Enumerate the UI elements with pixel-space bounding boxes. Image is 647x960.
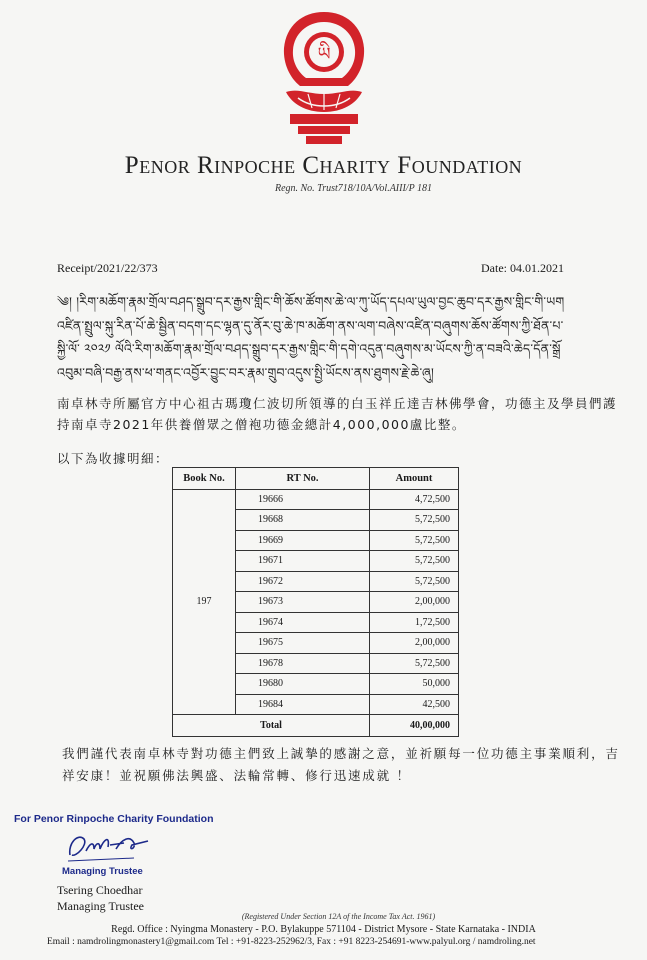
rt-cell: 19680 [236, 674, 370, 695]
rt-cell: 19684 [236, 694, 370, 715]
signer-title: Managing Trustee [57, 899, 144, 913]
rt-cell: 19674 [236, 612, 370, 633]
closing-paragraph: 我們謹代表南卓林寺對功德主們致上誠摯的感謝之意，並祈願每一位功德主事業順利，吉祥安康！並祝願佛法興盛、法輪常轉、修行迅速成就 ！ [62, 746, 620, 783]
footer-registration-note: (Registered Under Section 12A of the Income Tax Act. 1961) [241, 912, 436, 921]
signer-block [57, 882, 144, 914]
footer-contact: Email : namdrolingmonastery1@gmail.com Tel : +91-8223-252962/3, Fax : +91 8223-254691-www.palyul.org / namdroling.net [47, 937, 536, 947]
rt-cell: 19666 [236, 489, 370, 510]
amount-cell: 5,72,500 [370, 510, 459, 531]
receipt-table [172, 467, 459, 737]
total-label: Total [173, 715, 370, 737]
rt-cell: 19672 [236, 571, 370, 592]
tibetan-line: འབུམ་བཞི་བརྒྱ་ནས་ཕ་གནང་འབྱོར་བྱུང་བར་རྣམ་གྲུབ་འདུས་སྤྱི་ཡོངས་ནས་ཐུགས་རྗེ་ཆེ་ཞུ། [57, 364, 434, 380]
rt-cell: 19671 [236, 551, 370, 572]
amount-cell: 5,72,500 [370, 571, 459, 592]
receipt-number: Receipt/2021/22/373 [57, 261, 158, 275]
header-book-no: Book No. [173, 468, 236, 490]
header-amount: Amount [370, 468, 459, 490]
signature-icon [64, 825, 164, 865]
organization-name: Penor Rinpoche Charity Foundation [124, 152, 523, 179]
rt-cell: 19668 [236, 510, 370, 531]
book-number-cell: 197 [173, 489, 236, 715]
signer-name: Tsering Choedhar [57, 883, 143, 897]
amount-cell: 2,00,000 [370, 592, 459, 613]
rt-cell: 19678 [236, 653, 370, 674]
rt-cell: 19673 [236, 592, 370, 613]
list-intro: 以下為收據明細： [57, 451, 170, 466]
amount-cell: 1,72,500 [370, 612, 459, 633]
foundation-logo-icon [268, 8, 380, 148]
tibetan-line: འཛིན་སྤྲུལ་སྐུ་རིན་པོ་ཆེ་སྦྱིན་བདག་དང་ལྷན་དུ་ནོར་བུ་ཆེ་ཁ་མཆོག་ནས་ལག་བཞེས་འཛིན་བཞུགས་ཆོས་ཚོགས་ཀྱི་ཐོན་པ་ [57, 317, 564, 333]
receipt-date: Date: 04.01.2021 [481, 261, 564, 275]
tibetan-paragraph [57, 290, 602, 384]
stamp-organization: For Penor Rinpoche Charity Foundation [14, 813, 214, 825]
stamp-title: Managing Trustee [62, 866, 143, 877]
registration-number: Regn. No. Trust718/10A/Vol.AIII/P 181 [274, 183, 433, 194]
total-row [173, 715, 459, 737]
chinese-paragraph: 南卓林寺所屬官方中心祖古瑪瓊仁波切所領導的白玉祥丘達吉林佛學會，功德主及學員們護持南卓寺2021年供養僧眾之僧袍功德金總計4,000,000盧比整。 [57, 396, 618, 432]
amount-cell: 2,00,000 [370, 633, 459, 654]
rt-cell: 19669 [236, 530, 370, 551]
amount-cell: 50,000 [370, 674, 459, 695]
logo-letter: ཡི [317, 44, 331, 65]
table-header-row [173, 468, 459, 490]
amount-cell: 5,72,500 [370, 530, 459, 551]
amount-cell: 5,72,500 [370, 551, 459, 572]
rt-cell: 19675 [236, 633, 370, 654]
amount-cell: 4,72,500 [370, 489, 459, 510]
tibetan-line: ༄། །རིག་མཆོག་རྣམ་གྲོལ་བཤད་སྒྲུབ་དར་རྒྱས་གླིང་གི་ཆོས་ཚོགས་ཆེ་ལ་ཀུ་ཡོད་དཔལ་ཡུལ་བྱང་ཆུབ་དར་རྒྱས་གླིང་གི་ཡག [57, 294, 565, 309]
header-rt-no: RT No. [236, 468, 370, 490]
amount-cell: 42,500 [370, 694, 459, 715]
footer-office-address: Regd. Office : Nyingma Monastery - P.O. Bylakuppe 571104 - District Mysore - State Karnataka - INDIA [111, 924, 536, 935]
amount-cell: 5,72,500 [370, 653, 459, 674]
tibetan-line: སྐྱི་ལོ་ ༢༠༢༡ ལོའི་རིག་མཆོག་རྣམ་གྲོལ་བཤད་སྒྲུབ་དར་རྒྱས་གླིང་གི་དགེ་འདུན་བཞུགས་མ་ཡོངས་ཀྱི་ན་བཟའི་ཆེད་དོན་སྒྲོ [57, 341, 561, 356]
table-row [173, 489, 459, 510]
total-value: 40,00,000 [370, 715, 459, 737]
